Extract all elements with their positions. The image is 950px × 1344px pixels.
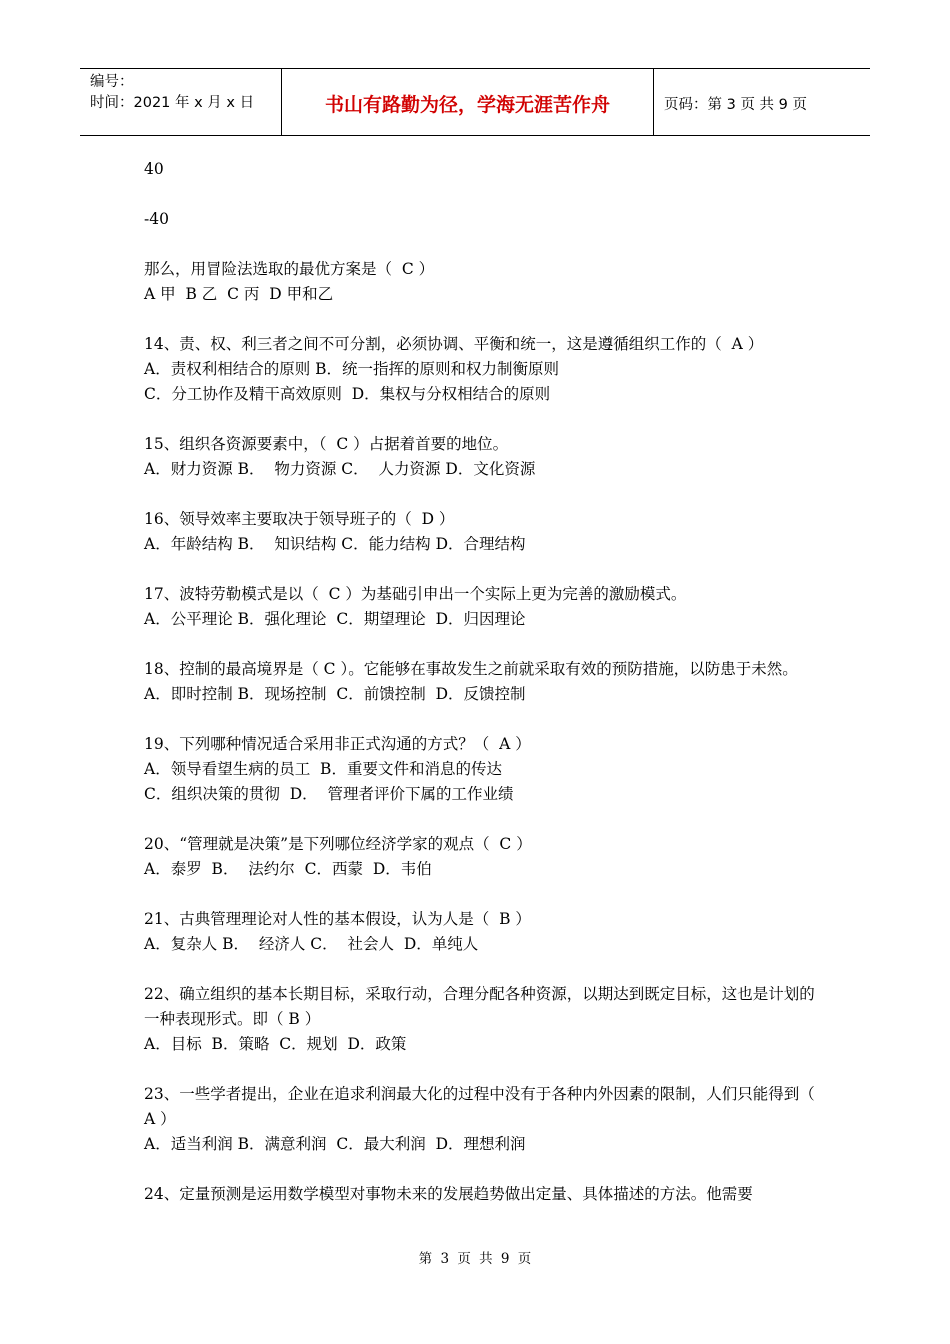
- text-line: 那么，用冒险法选取的最优方案是（ C ）: [144, 260, 435, 278]
- answer-options: A．年龄结构 B． 知识结构 C．能力结构 D．合理结构: [144, 535, 526, 553]
- header-page-cell: [654, 69, 870, 135]
- footer-page-number: 第 3 页 共 9 页: [418, 1251, 532, 1267]
- question-19: 19、下列哪种情况适合采用非正式沟通的方式？（ A ）: [144, 735, 531, 753]
- answer-options: A 甲 B 乙 C 丙 D 甲和乙: [144, 285, 334, 303]
- question-14: 14、责、权、利三者之间不可分割，必须协调、平衡和统一，这是遵循组织工作的（ A ）: [144, 335, 764, 353]
- question-21: 21、古典管理理论对人性的基本假设，认为人是（ B ）: [144, 910, 531, 928]
- answer-options: A．公平理论 B．强化理论 C．期望理论 D．归因理论: [144, 610, 526, 628]
- answer-options: A．责权利相结合的原则 B．统一指挥的原则和权力制衡原则: [144, 360, 560, 378]
- answer-options: A．泰罗 B． 法约尔 C．西蒙 D．韦伯: [144, 860, 432, 878]
- answer-options: A．财力资源 B． 物力资源 C． 人力资源 D．文化资源: [144, 460, 536, 478]
- question-16: 16、领导效率主要取决于领导班子的（ D ）: [144, 510, 455, 528]
- header-motto: 书山有路勤为径，学海无涯苦作舟: [324, 93, 610, 116]
- question-18: 18、控制的最高境界是（ C ）。它能够在事故发生之前就采取有效的预防措施，以防患于未然。: [144, 660, 798, 678]
- text-line: 40: [144, 160, 164, 178]
- header-motto-cell: [282, 69, 654, 135]
- document-header: [80, 68, 870, 136]
- question-23: 23、一些学者提出，企业在追求利润最大化的过程中没有于各种内外因素的限制，人们只能得到（ A ）: [144, 1085, 815, 1128]
- question-15: 15、组织各资源要素中，（ C ）占据着首要的地位。: [144, 435, 509, 453]
- answer-options: A．复杂人 B． 经济人 C． 社会人 D．单纯人: [144, 935, 479, 953]
- text-line: -40: [144, 210, 169, 228]
- question-17: 17、波特劳勒模式是以（ C ）为基础引申出一个实际上更为完善的激励模式。: [144, 585, 687, 603]
- answer-options: A．即时控制 B．现场控制 C．前馈控制 D．反馈控制: [144, 685, 526, 703]
- answer-options: A．适当利润 B．满意利润 C．最大利润 D．理想利润: [144, 1135, 526, 1153]
- question-24: 24、定量预测是运用数学模型对事物未来的发展趋势做出定量、具体描述的方法。他需要: [144, 1185, 753, 1203]
- document-code-label: 编号：: [90, 74, 134, 90]
- document-date-label: 时间：2021 年 x 月 x 日: [90, 95, 255, 111]
- question-22: 22、确立组织的基本长期目标，采取行动，合理分配各种资源，以期达到既定目标，这也是计划的一种表现形式。即（ B ）: [144, 985, 815, 1028]
- answer-options: C．分工协作及精干高效原则 D．集权与分权相结合的原则: [144, 385, 551, 403]
- header-meta-cell: [80, 69, 282, 135]
- answer-options: A．领导看望生病的员工 B．重要文件和消息的传达: [144, 760, 502, 778]
- question-20: 20、“管理就是决策”是下列哪位经济学家的观点（ C ）: [144, 835, 532, 853]
- header-page-number: 页码：第 3 页 共 9 页: [664, 96, 807, 113]
- answer-options: A．目标 B．策略 C．规划 D．政策: [144, 1035, 407, 1053]
- document-body: [144, 157, 816, 1207]
- answer-options: C．组织决策的贯彻 D． 管理者评价下属的工作业绩: [144, 785, 514, 803]
- page-footer: [0, 1247, 950, 1267]
